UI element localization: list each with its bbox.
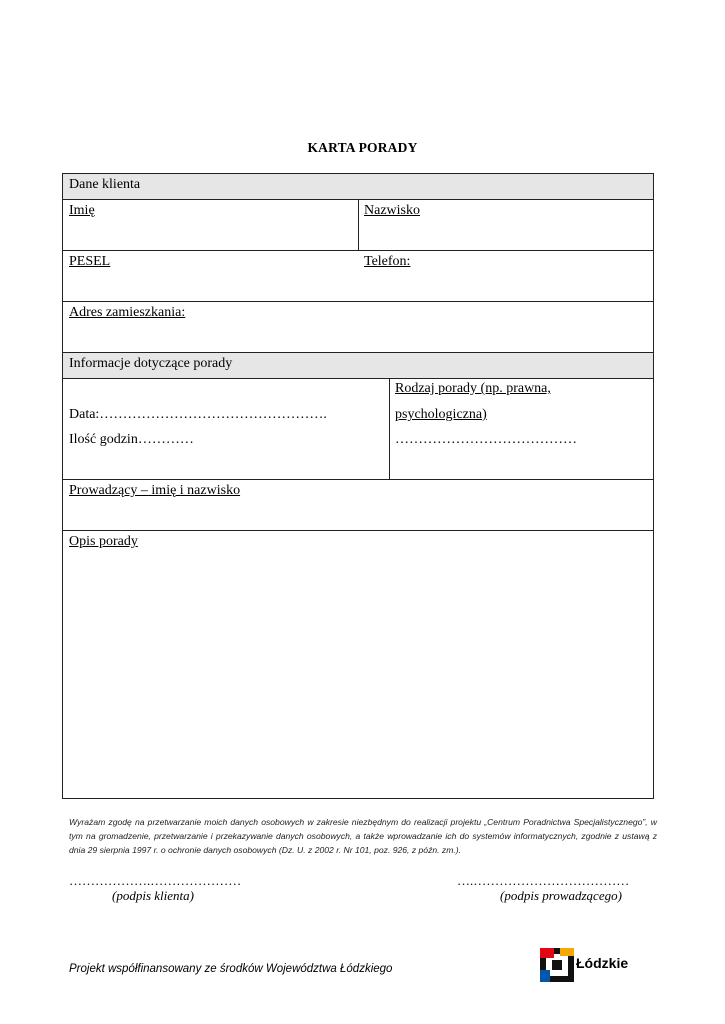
advisor-signature-label: (podpis prowadzącego)	[500, 888, 622, 903]
advisor-row	[63, 480, 653, 531]
client-data-header: Dane klienta	[69, 177, 141, 192]
advisor-label: Prowadzący – imię i nazwisko	[69, 483, 241, 498]
lodzkie-logo	[540, 948, 660, 982]
description-row	[63, 531, 653, 798]
advice-type-field: …………………………………	[395, 432, 577, 447]
hours-field: Ilość godzin…………	[69, 432, 194, 447]
consent-text: Wyrażam zgodę na przetwarzanie moich danych osobowych w zakresie niezbędnym do realizacji projektu „Centrum Poradnictwa Specjalistycznego”, w tym na gromadzenie, przetwarzanie i przekazywanie danych osobowych, a także wprowadzanie ich do systemów informatycznych, zgodnie z ustawą z dnia 29 sierpnia 1997 r. o ochronie danych osobowych (Dz. U. z 2002 r. Nr 101, poz. 926, z późn. zm.).	[69, 817, 657, 855]
pesel-phone-row	[63, 251, 653, 302]
address-row	[63, 302, 653, 353]
advice-type-label-line2: psychologiczna)	[395, 407, 487, 422]
advice-divider	[389, 379, 390, 479]
pesel-label: PESEL	[69, 254, 111, 269]
advice-info-header-row	[63, 353, 653, 379]
date-field: Data:………………………………………….	[69, 407, 327, 422]
document-title: KARTA PORADY	[307, 140, 418, 155]
advice-form-table	[62, 173, 654, 799]
advisor-signature-line: ….………………………………	[457, 873, 630, 888]
lodzkie-logo-icon	[540, 948, 574, 982]
advice-info-header: Informacje dotyczące porady	[69, 356, 233, 371]
last-name-label: Nazwisko	[364, 203, 420, 218]
first-name-label: Imię	[69, 203, 95, 218]
advice-type-label-line1: Rodzaj porady (np. prawna,	[395, 381, 551, 396]
client-data-header-row	[63, 174, 653, 200]
description-label: Opis porady	[69, 534, 138, 549]
lodzkie-logo-text: Łódzkie	[576, 955, 629, 971]
name-divider	[358, 200, 359, 250]
phone-label: Telefon:	[364, 254, 411, 269]
advice-details-row	[63, 379, 653, 480]
address-label: Adres zamieszkania:	[69, 305, 186, 320]
client-signature-label: (podpis klienta)	[112, 888, 194, 903]
name-row	[63, 200, 653, 251]
footer-funding-note: Projekt współfinansowany ze środków Województwa Łódzkiego	[69, 963, 393, 975]
client-signature-line: ……………….…………………	[69, 873, 242, 888]
